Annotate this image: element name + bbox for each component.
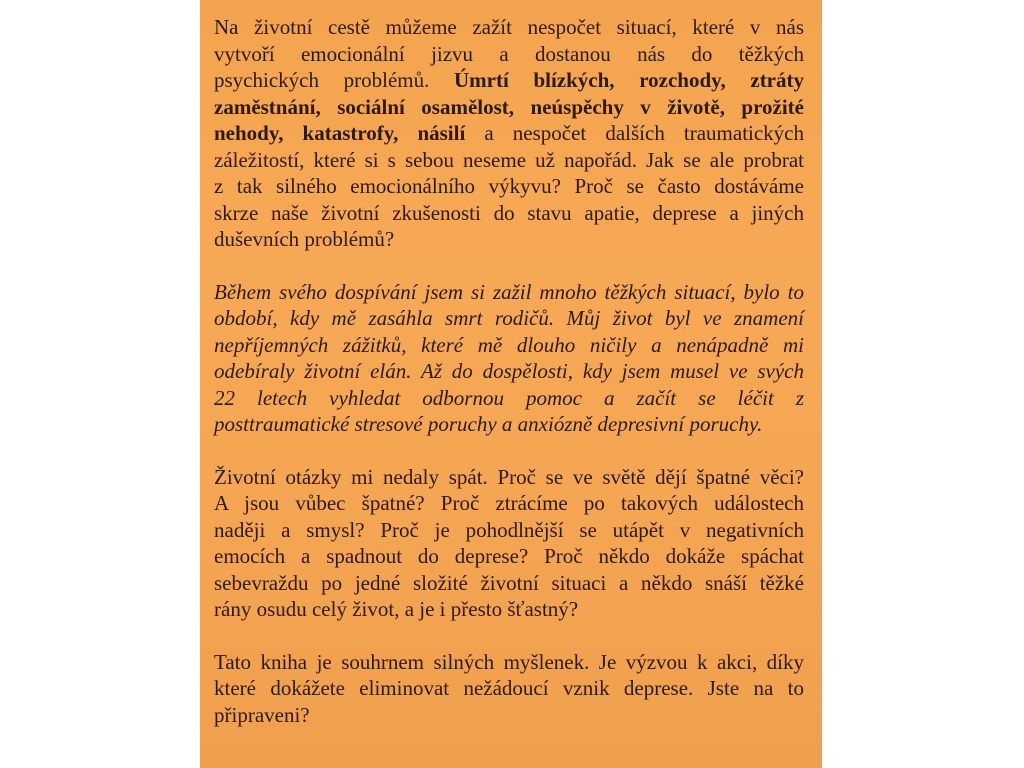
text-line xyxy=(214,649,804,676)
text-line xyxy=(214,570,804,597)
text-run: vytvoří emocionální jizvu a dostanou nás do těžkých xyxy=(214,41,804,66)
text-run: záležitostí, které si s sebou neseme už napořád. Jak se ale probrat xyxy=(214,147,804,172)
text-line xyxy=(214,120,804,147)
text-line xyxy=(214,517,804,544)
text-line xyxy=(214,94,804,121)
text-run: Na životní cestě můžeme zažít nespočet situací, které v nás xyxy=(214,15,804,39)
text-line xyxy=(214,279,804,306)
text-line xyxy=(214,490,804,517)
text-run: z tak silného emocionálního výkyvu? Proč se často dostáváme xyxy=(214,174,804,198)
text-run: sebevraždu po jedné složité životní situaci a někdo snáší těžké xyxy=(214,570,804,595)
text-run: Tato kniha je souhrnem silných myšlenek. Je výzvou k akci, díky xyxy=(214,649,804,674)
text-line xyxy=(214,173,804,200)
paragraph-3 xyxy=(214,464,804,623)
bold-text: Úmrtí blízkých, rozchody, ztráty xyxy=(454,68,804,92)
text-line xyxy=(214,596,804,623)
text-line xyxy=(214,14,804,41)
text-line xyxy=(214,226,804,253)
text-run: nepříjemných zážitků, které mě dlouho ničily a nenápadně mi xyxy=(214,332,804,357)
text-line xyxy=(214,41,804,68)
bold-text: nehody, katastrofy, násilí xyxy=(214,121,466,145)
text-line xyxy=(214,464,804,491)
text-run: rány osudu celý život, a je i přesto šťastný? xyxy=(214,597,579,621)
text-line xyxy=(214,200,804,227)
text-run: odebíraly životní elán. Až do dospělosti, kdy jsem musel ve svých xyxy=(214,359,804,383)
text-line xyxy=(214,332,804,359)
text-run: připraveni? xyxy=(214,702,310,727)
paragraph-1 xyxy=(214,14,804,253)
text-run: které dokážete eliminovat nežádoucí vznik deprese. Jste na to xyxy=(214,676,804,700)
text-line xyxy=(214,147,804,174)
text-line xyxy=(214,358,804,385)
text-run: období, kdy mě zasáhla smrt rodičů. Můj život byl ve znamení xyxy=(214,306,804,330)
text-run: a nespočet dalších traumatických xyxy=(465,121,805,145)
text-line xyxy=(214,675,804,702)
text-run: psychických problémů. xyxy=(214,68,454,92)
paragraph-4 xyxy=(214,649,804,729)
text-run: Během svého dospívání jsem si zažil mnoho těžkých situací, bylo to xyxy=(214,279,804,304)
text-run: skrze naše životní zkušenosti do stavu apatie, deprese a jiných xyxy=(214,200,804,225)
paragraph-2 xyxy=(214,279,804,438)
text-line xyxy=(214,543,804,570)
bold-text: zaměstnání, sociální osamělost, neúspěchy v životě, prožité xyxy=(214,94,804,119)
text-run: 22 letech vyhledat odbornou pomoc a začít se léčit z xyxy=(214,385,804,410)
book-back-cover xyxy=(200,0,822,768)
text-run: naději a smysl? Proč je pohodlnější se utápět v negativních xyxy=(214,517,804,542)
text-line xyxy=(214,67,804,94)
text-line xyxy=(214,305,804,332)
text-line xyxy=(214,702,804,729)
text-run: emocích a spadnout do deprese? Proč někdo dokáže spáchat xyxy=(214,544,804,568)
text-run: Životní otázky mi nedaly spát. Proč se ve světě dějí špatné věci? xyxy=(214,464,804,489)
text-run: posttraumatické stresové poruchy a anxiózně depresivní poruchy. xyxy=(214,412,763,436)
text-run: duševních problémů? xyxy=(214,227,395,251)
text-line xyxy=(214,385,804,412)
cover-text xyxy=(214,14,804,728)
text-run: A jsou vůbec špatné? Proč ztrácíme po takových událostech xyxy=(214,491,804,515)
text-line xyxy=(214,411,804,438)
